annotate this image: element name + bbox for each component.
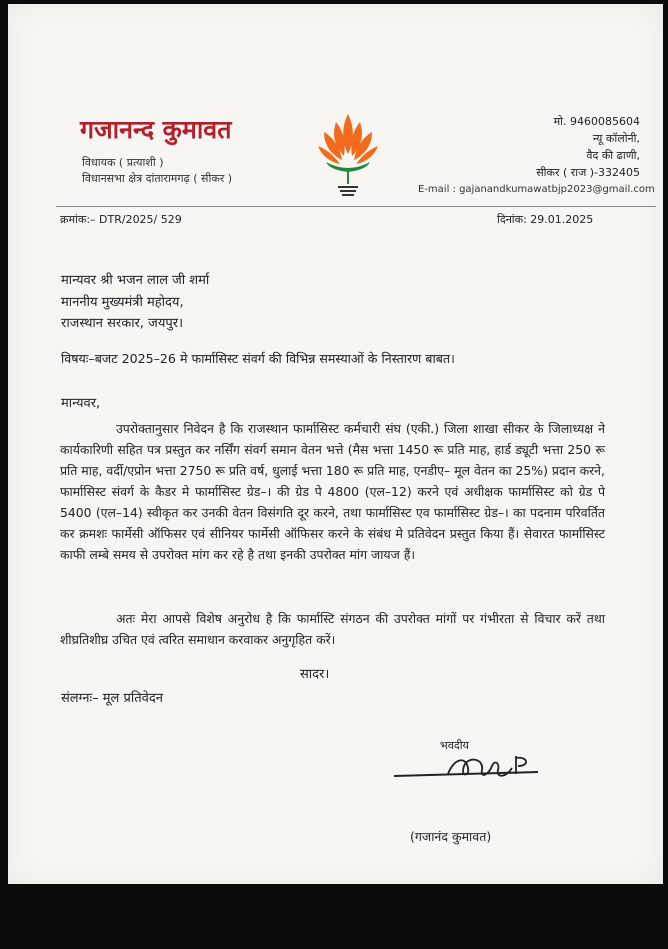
letterhead-address-1: न्यू कॉलोनी, (592, 132, 640, 145)
handwritten-signature (388, 748, 558, 788)
bjp-lotus-icon (316, 108, 380, 200)
letterhead-constituency: विधानसभा क्षेत्र दांतारामगढ़ ( सीकर ) (82, 172, 233, 185)
letter-date: दिनांक: 29.01.2025 (497, 213, 594, 226)
signatory-name: (गजानंद कुमावत) (410, 829, 492, 844)
body-paragraph-1: उपरोक्तानुसार निवेदन है कि राजस्थान फार्मासिस्ट कर्मचारी संघ (एकी.) जिला शाखा सीकर के जिलाध्यक्ष ने कार्यकारिणी सहित पत्र प्रस्तुत कर नर्सिंग संवर्ग समान वेतन भत्ते (मैस भत्ता 1450 रू प्रति माह, हार्ड ड्यूटी भत्ता 250 रू प्रति माह, वर्दी/एप्रोन भत्ता 2750 रू प्रति वर्ष, धुलाई भत्ता 180 रू प्रति माह, एनडीए– मूल वेतन का 25%) प्रदान करने, फार्मासिस्ट संवर्ग के कैडर मे फार्मासिस्ट ग्रेड–। की ग्रेड पे 4800 (एल–12) करने एवं अधीक्षक फार्मासिस्ट को ग्रेड पे 5400 (एल–14) स्वीकृत कर उनकी वेतन विसंगति दूर करने, तथा फार्मासिस्ट एव फार्मासिस्ट ग्रेड–। का पदनाम परिवर्तित कर क्रमशः फार्मेसी ऑफिसर एवं सीनियर फार्मेसी ऑफिसर करने के संबंध मे प्रतिवेदन प्रस्तुत किया हैं। सेवारत फार्मासिस्ट काफी लम्बे समय से उपरोक्त मांग कर रहे है तथा इनकी उपरोक्त मांग जायज हैं। (60, 421, 605, 562)
enclosure: संलग्नः– मूल प्रतिवेदन (61, 691, 163, 706)
letterhead-mobile: मो. 9460085604 (553, 115, 640, 128)
body-paragraph-2: अतः मेरा आपसे विशेष अनुरोध है कि फार्मास्टि संगठन की उपरोक्त मांगों पर गंभीरता से विचार करें तथा शीघ्रतिशीघ्र उचित एवं त्वरित समाधान करवाकर अनुगृहित करें। (60, 611, 605, 647)
letterhead-address-3: सीकर ( राज )-332405 (536, 166, 640, 179)
letterhead-email: E-mail : gajanandkumawatbjp2023@gmail.com (418, 184, 655, 195)
recipient-line-2: माननीय मुख्यमंत्री महोदय, (61, 295, 184, 310)
sign-off: भवदीय (440, 739, 469, 752)
reference-number: क्रमांक:– DTR/2025/ 529 (60, 213, 182, 226)
letterhead-name: गजानन्द कुमावत (80, 115, 232, 144)
recipient-line-3: राजस्थान सरकार, जयपुर। (61, 316, 184, 331)
subject-line: विषयः–बजट 2025–26 मे फार्मासिस्ट संवर्ग की विभिन्न समस्याओं के निस्तारण बाबत। (61, 351, 455, 366)
letterhead-address-2: वैद की ढाणी, (586, 149, 640, 162)
closing: सादर। (300, 667, 330, 682)
letterhead-role: विधायक ( प्रत्याशी ) (82, 156, 164, 169)
letterhead-divider (56, 206, 656, 207)
salutation: मान्यवर, (61, 396, 101, 411)
recipient-line-1: मान्यवर श्री भजन लाल जी शर्मा (61, 273, 210, 288)
